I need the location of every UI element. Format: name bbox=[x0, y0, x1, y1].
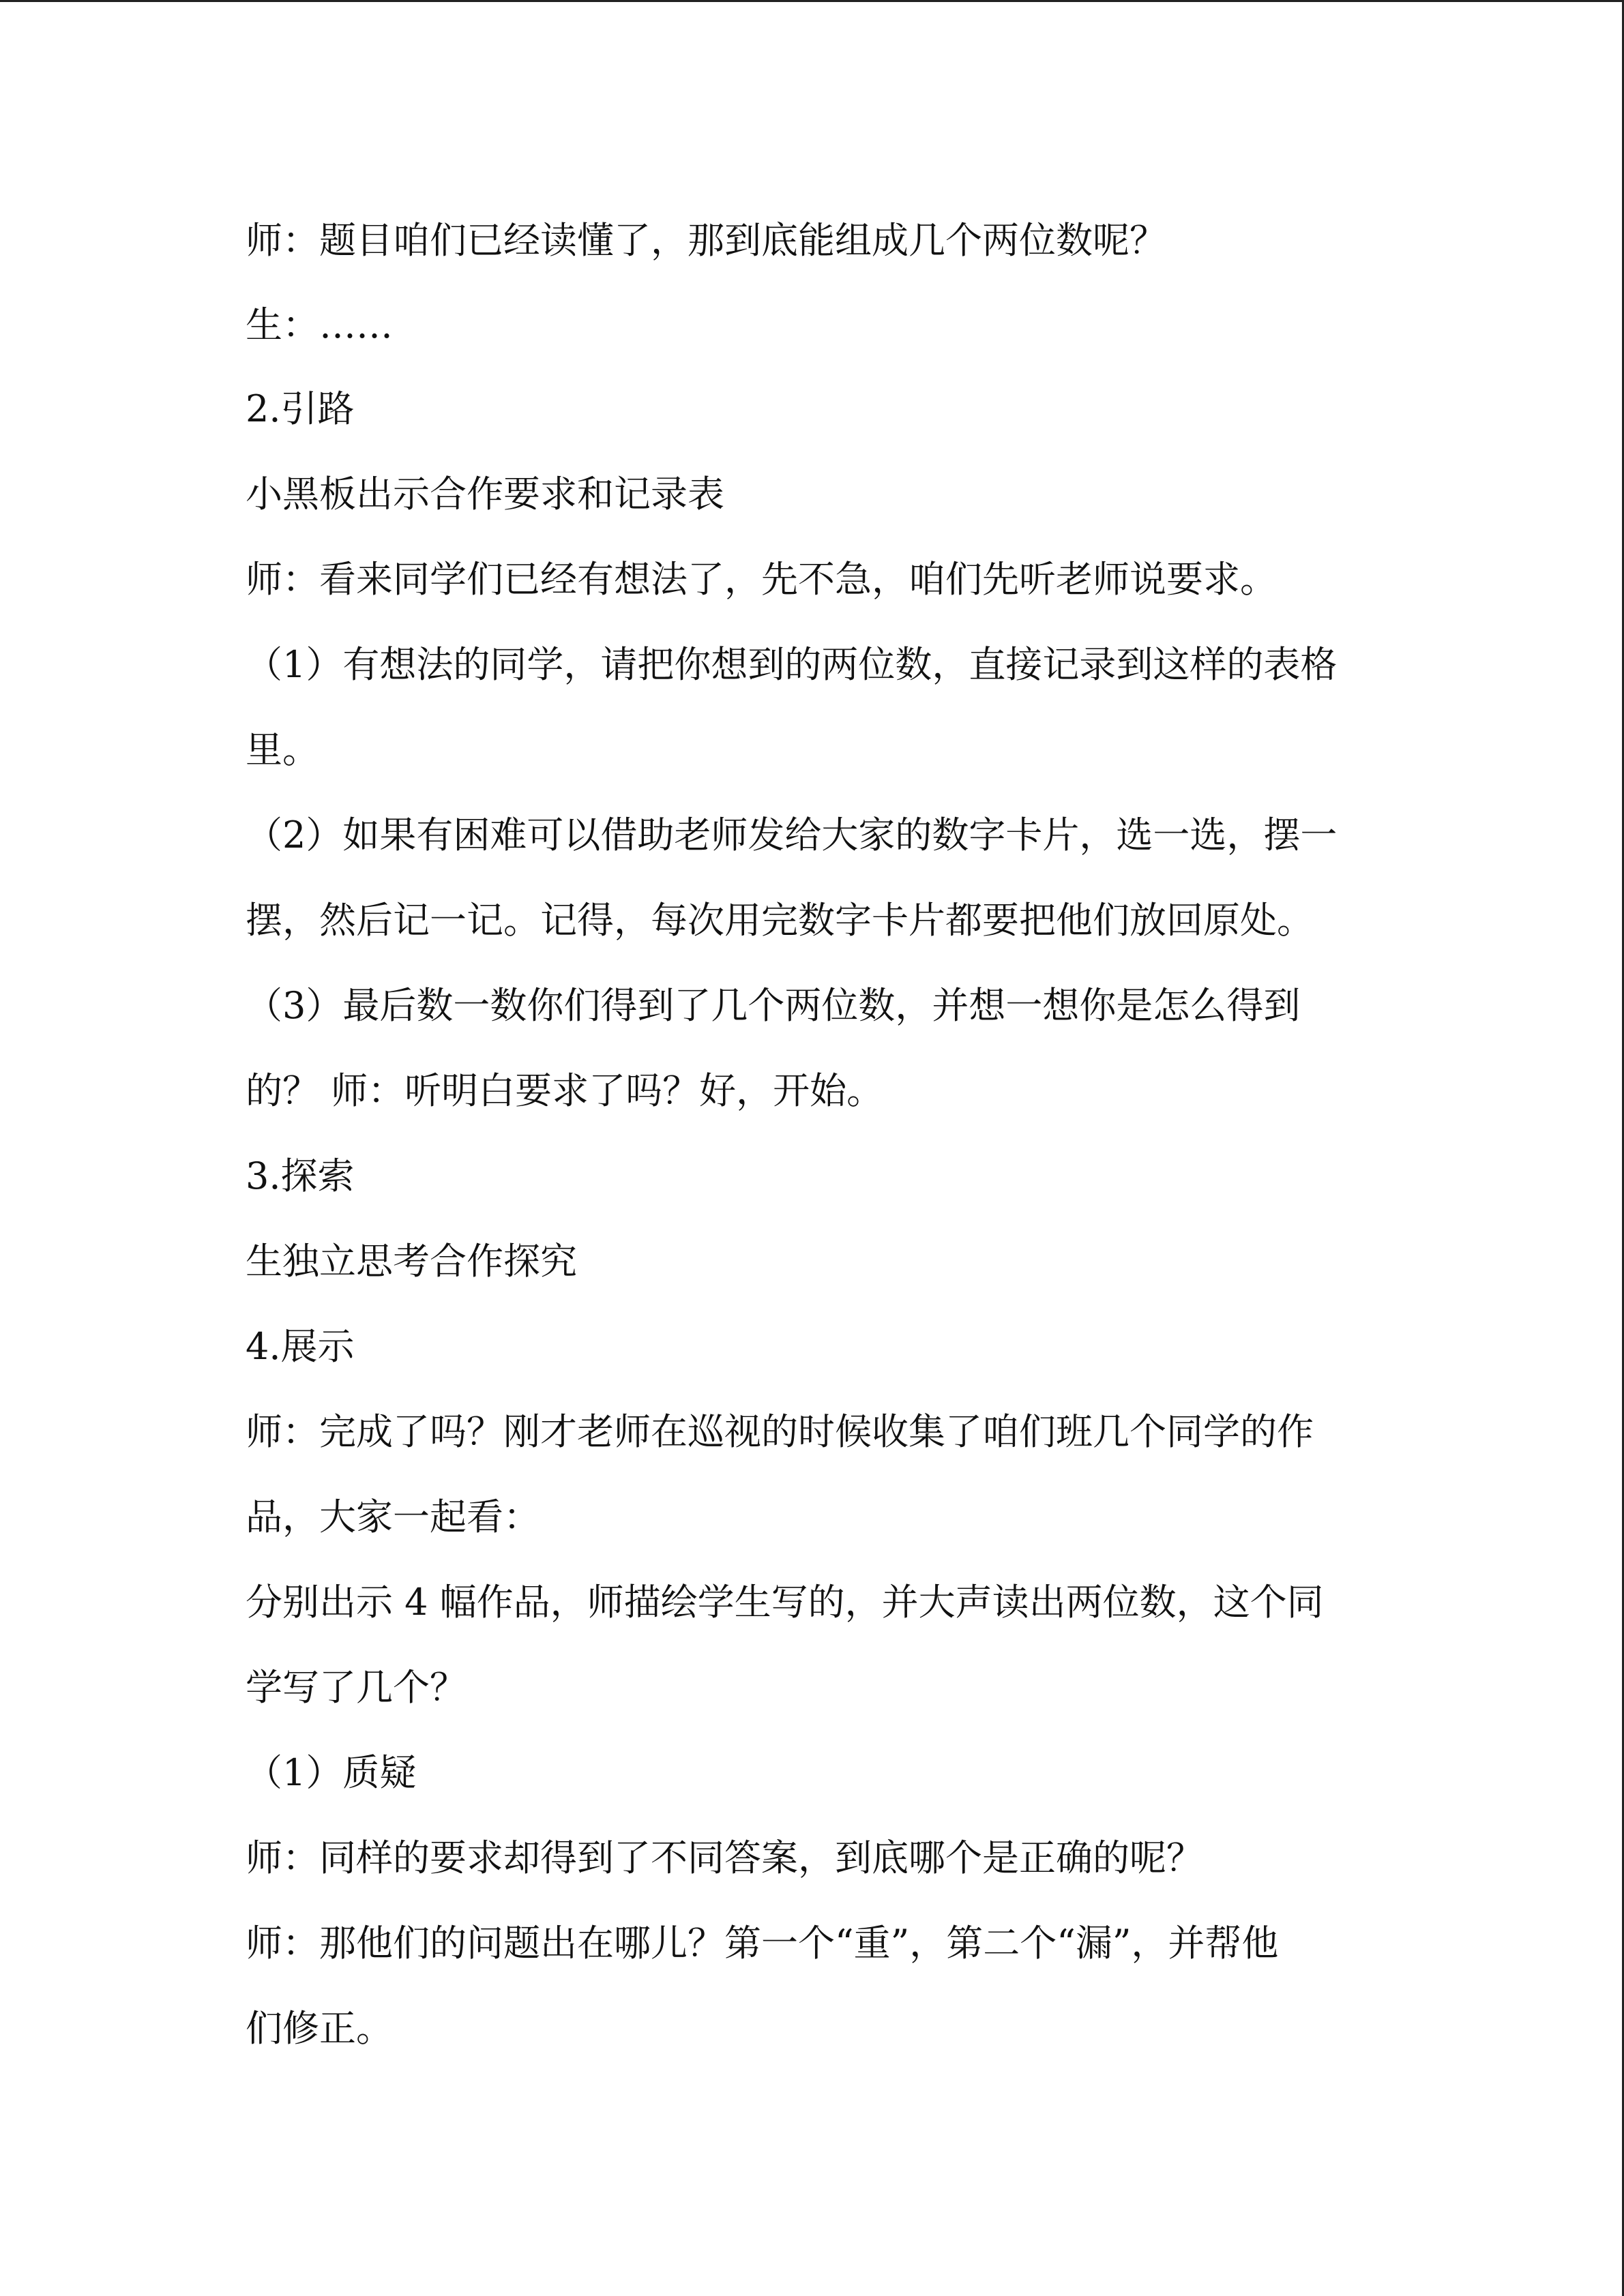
text-line: 里。 bbox=[246, 728, 319, 771]
text-line: 分别出示 4 幅作品，师描绘学生写的，并大声读出两位数，这个同 bbox=[246, 1581, 1324, 1624]
text-line: 小黑板出示合作要求和记录表 bbox=[246, 473, 724, 516]
text-line: 师：那他们的问题出在哪儿？第一个“重”，第二个“漏”，并帮他 bbox=[246, 1922, 1279, 1965]
text-line: 师：完成了吗？刚才老师在巡视的时候收集了咱们班几个同学的作 bbox=[246, 1410, 1314, 1453]
section-heading: 3.探索 bbox=[246, 1154, 355, 1197]
section-heading: 4.展示 bbox=[246, 1325, 355, 1368]
text-line: 们修正。 bbox=[246, 2007, 393, 2050]
text-line: 师：题目咱们已经读懂了，那到底能组成几个两位数呢？ bbox=[246, 219, 1166, 262]
text-line: 生独立思考合作探究 bbox=[246, 1240, 577, 1283]
text-line: 摆，然后记一记。记得，每次用完数字卡片都要把他们放回原处。 bbox=[246, 899, 1314, 942]
text-line: 师：看来同学们已经有想法了，先不急，咱们先听老师说要求。 bbox=[246, 558, 1277, 601]
text-line: 的？ 师：听明白要求了吗？好，开始。 bbox=[246, 1069, 884, 1112]
section-heading: 2.引路 bbox=[246, 387, 355, 430]
text-line: （1）质疑 bbox=[246, 1751, 417, 1794]
text-line: 师：同样的要求却得到了不同答案，到底哪个是正确的呢？ bbox=[246, 1836, 1203, 1879]
text-line: （2）如果有困难可以借助老师发给大家的数字卡片，选一选，摆一 bbox=[246, 814, 1338, 856]
page-top-border bbox=[0, 0, 1624, 2]
text-line: （3）最后数一数你们得到了几个两位数，并想一想你是怎么得到 bbox=[246, 984, 1301, 1027]
text-line: 学写了几个？ bbox=[246, 1666, 467, 1709]
text-line: （1）有想法的同学，请把你想到的两位数，直接记录到这样的表格 bbox=[246, 643, 1338, 686]
text-line: 生：…… bbox=[246, 303, 393, 346]
text-line: 品，大家一起看： bbox=[246, 1495, 540, 1538]
